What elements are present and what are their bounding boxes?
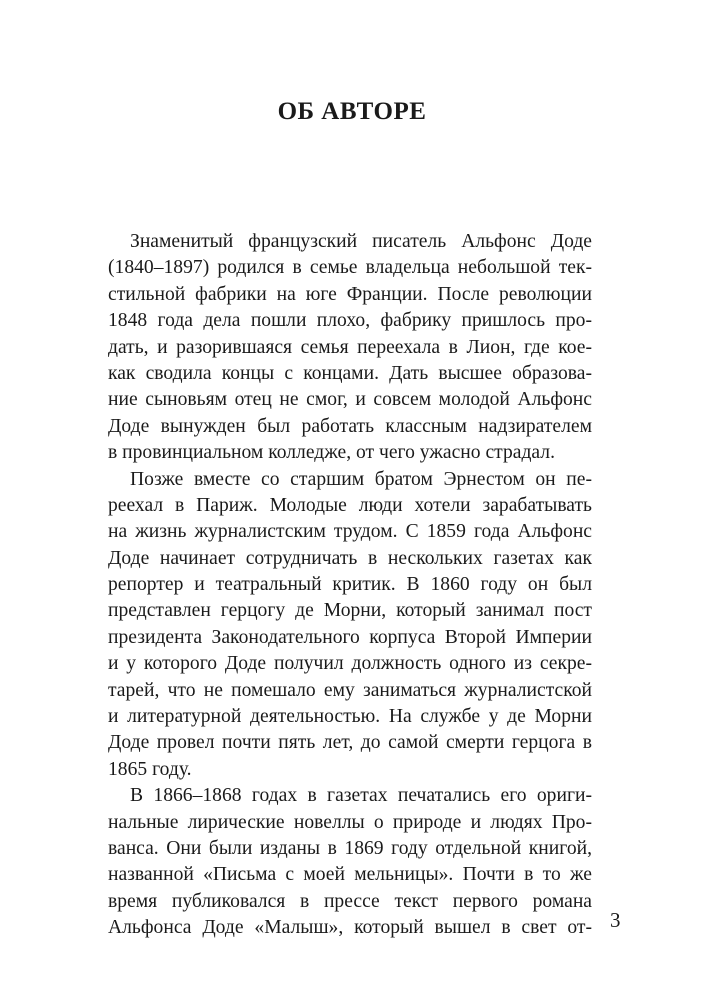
text-line: Доде вынужден был работать классным надзирателем: [108, 415, 592, 437]
text-line: В 1866–1868 годах в газетах печатались его ориги-: [130, 785, 592, 807]
text-line: ние сыновьям отец не смог, и совсем молодой Альфонс: [108, 389, 592, 411]
text-line: названной «Письма с моей мельницы». Почти в то же: [108, 864, 592, 886]
text-line: время публиковался в прессе текст первого романа: [108, 890, 592, 912]
text-line: 1848 года дела пошли плохо, фабрику пришлось про-: [108, 310, 592, 332]
text-line: в провинциальном колледже, от чего ужасно страдал.: [108, 442, 555, 464]
page-number: 3: [610, 908, 621, 932]
paragraph: [108, 467, 592, 784]
text-line: репортер и театральный критик. В 1860 году он был: [108, 574, 592, 596]
text-line: стильной фабрики на юге Франции. После революции: [108, 283, 592, 305]
text-line: Знаменитый французский писатель Альфонс Доде: [130, 231, 592, 252]
paragraph: [108, 783, 592, 941]
text-line: как сводила концы с концами. Дать высшее образова-: [108, 362, 592, 384]
text-line: и у которого Доде получил должность одного из секре-: [108, 653, 592, 675]
text-line: представлен герцогу де Морни, который занимал пост: [108, 600, 592, 622]
body-text: [108, 229, 592, 942]
text-line: на жизнь журналистским трудом. С 1859 года Альфонс: [108, 521, 592, 543]
text-line: Доде провел почти пять лет, до самой смерти герцога в: [108, 732, 592, 754]
text-line: и литературной деятельностью. На службе у де Морни: [108, 706, 592, 728]
text-line: ванса. Они были изданы в 1869 году отдельной книгой,: [108, 837, 592, 859]
chapter-heading: ОБ АВТОРЕ: [277, 98, 427, 125]
text-line: (1840–1897) родился в семье владельца небольшой тек-: [108, 257, 592, 279]
text-line: Позже вместе со старшим братом Эрнестом он пе-: [130, 468, 592, 490]
text-line: Доде начинает сотрудничать в нескольких газетах как: [108, 547, 592, 569]
text-line: тарей, что не помешало ему заниматься журналистской: [108, 679, 592, 701]
text-line: дать, и разорившаяся семья переехала в Лион, где кое-: [108, 336, 592, 358]
text-line: президента Законодательного корпуса Второй Империи: [108, 626, 592, 648]
text-line: нальные лирические новеллы о природе и людях Про-: [108, 811, 592, 833]
text-line: реехал в Париж. Молодые люди хотели зарабатывать: [108, 494, 592, 516]
text-line: Альфонса Доде «Малыш», который вышел в свет от-: [108, 917, 592, 939]
text-line: 1865 году.: [108, 758, 192, 780]
paragraph: [108, 229, 592, 467]
